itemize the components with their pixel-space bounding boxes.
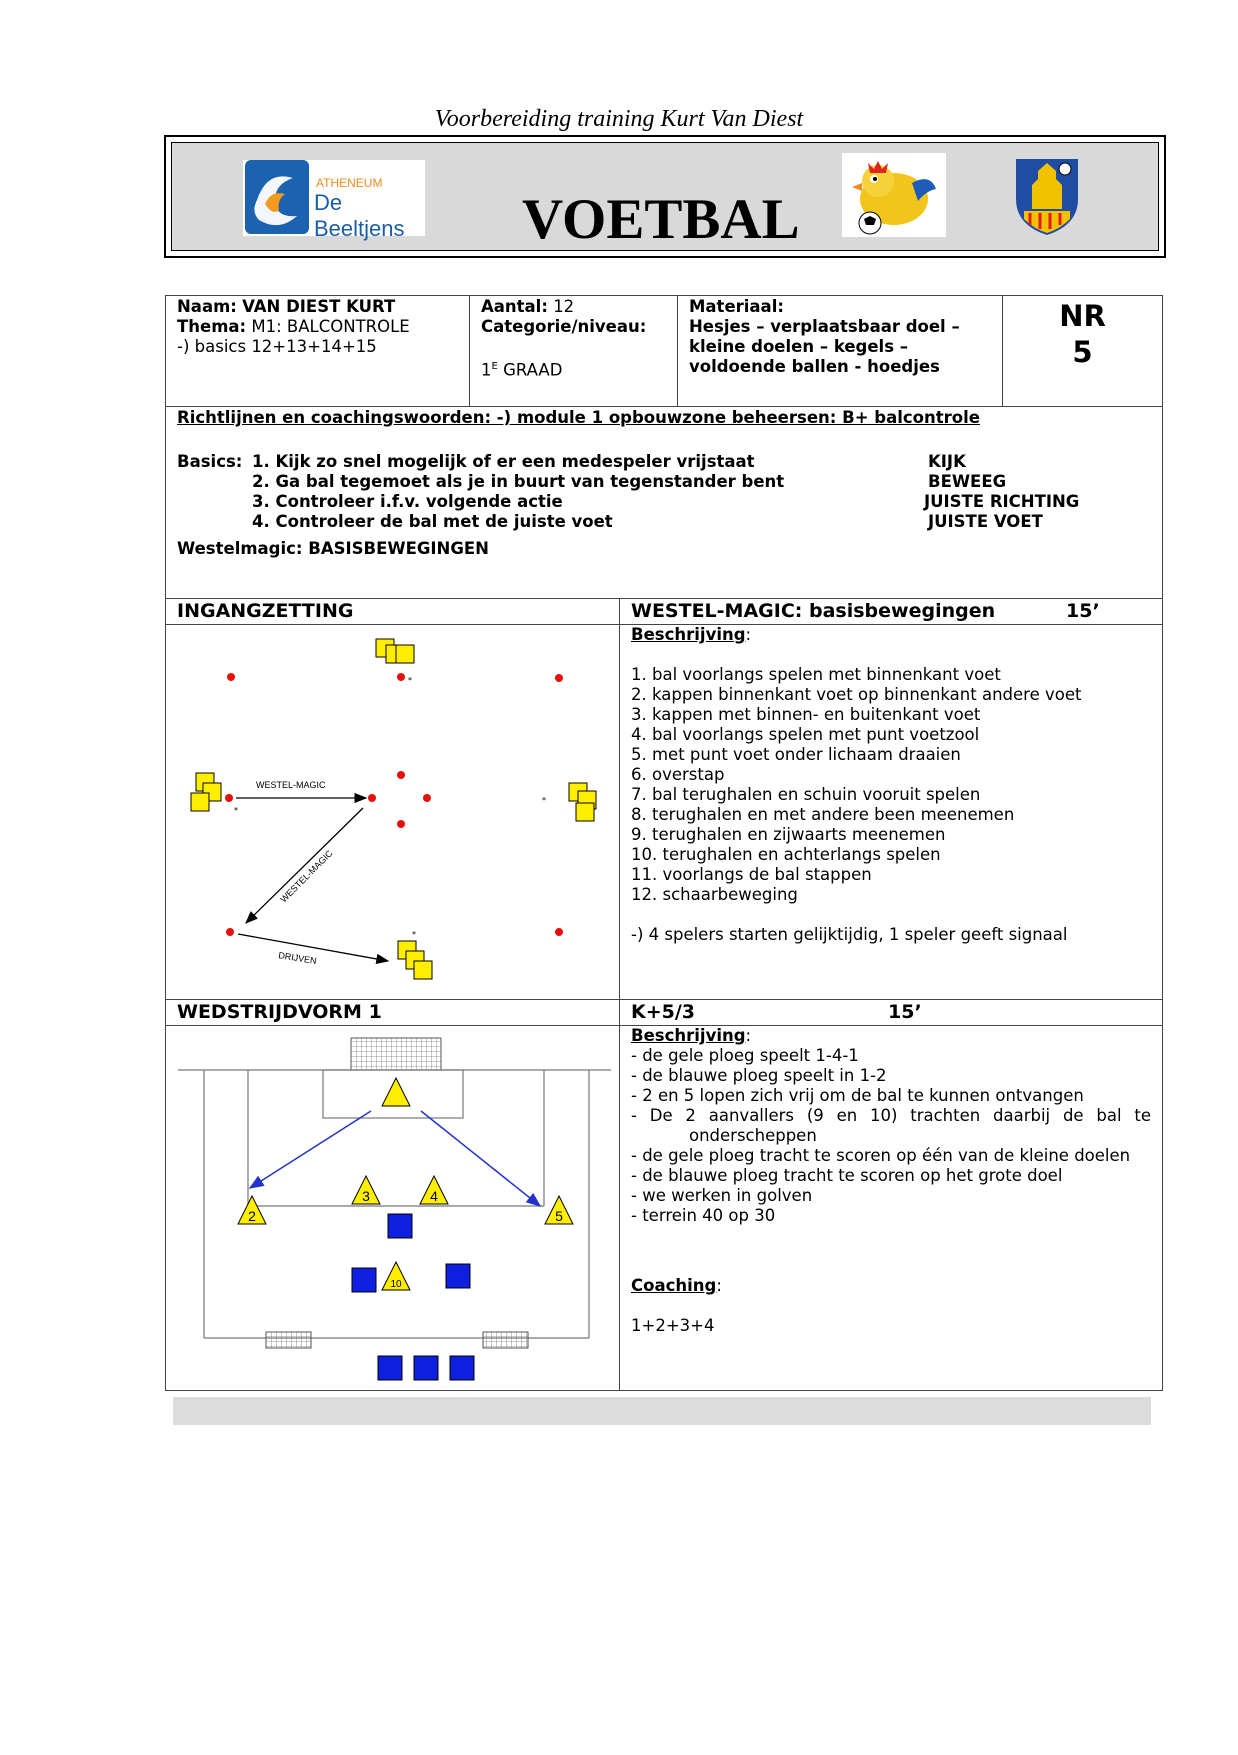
banner [164, 135, 1166, 258]
banner-title: VOETBAL [522, 188, 800, 251]
exercise-item: 12. schaarbeweging [631, 885, 798, 904]
section1-duration: 15’ [1066, 600, 1100, 622]
exercise-note: -) 4 spelers starten gelijktijdig, 1 speler geeft signaal [631, 925, 1068, 944]
section1-right-title: WESTEL-MAGIC: basisbewegingen [631, 600, 996, 622]
exercise-item: 6. overstap [631, 765, 725, 784]
basics-label: Basics: [177, 452, 243, 471]
exercise-item: 5. met punt voet onder lichaam draaien [631, 745, 961, 764]
keywords-list [924, 452, 1079, 532]
school-logo-line1: ATHENEUM [316, 176, 383, 190]
naam-value: VAN DIEST KURT [242, 297, 396, 316]
exercise-item: 3. kappen met binnen- en buitenkant voet [631, 705, 981, 724]
section2-description: Beschrijving: - de gele ploeg speelt 1-4-1 - de blauwe ploeg speelt in 1-2 - 2 en 5 lopen zich vrij om de bal te kunnen ontvangen - De 2 aanvallers (9 en 10) trachten daarbij de bal te onderscheppen - de gele ploeg tracht te scoren op één van de kleine doelen - de blauwe ploeg tracht te scoren op het grote doel - we werken in golven - terrein 40 op 30 Coaching: 1+2+3+4 [619, 1025, 1163, 1391]
nr-label: NR [1059, 299, 1106, 333]
exercise-item: 11. voorlangs de bal stappen [631, 865, 872, 884]
arrow-label-westel-magic-diagonal: WESTEL-MAGIC [278, 848, 335, 905]
rule-item: - de blauwe ploeg tracht te scoren op het grote doel [631, 1166, 1063, 1185]
rooster-mascot-icon [842, 153, 946, 237]
player-5: 5 [555, 1208, 563, 1224]
exercise-item: 9. terughalen en zijwaarts meenemen [631, 825, 946, 844]
richtlijnen-heading: Richtlijnen en coachingswoorden: -) module 1 opbouwzone beheersen: B+ balcontrole [177, 408, 980, 427]
info-naam-cell [165, 295, 470, 407]
section1-left-title: INGANGZETTING [177, 600, 354, 622]
info-materiaal-cell [677, 295, 1003, 407]
rule-item: - de blauwe ploeg speelt in 1-2 [631, 1066, 887, 1085]
section2-left-title: WEDSTRIJDVORM 1 [177, 1001, 382, 1023]
westel-magic-diagram [166, 625, 619, 999]
section2-left-header [165, 999, 620, 1026]
basic-item: 2. Ga bal tegemoet als je in buurt van tegenstander bent [252, 472, 785, 491]
naam-label: Naam: [177, 297, 237, 316]
thema-label: Thema: [177, 317, 247, 336]
school-logo [243, 160, 425, 241]
section2-right-title: K+5/3 [631, 1001, 696, 1023]
player-2: 2 [248, 1208, 256, 1224]
exercise-item: 1. bal voorlangs spelen met binnenkant voet [631, 665, 1001, 684]
svg-text:*: * [542, 796, 546, 805]
info-aantal-cell [469, 295, 678, 407]
section1-diagram [165, 624, 620, 1000]
basics-list [252, 452, 784, 532]
player-10: 10 [390, 1279, 402, 1290]
aantal-value: 12 [553, 297, 575, 316]
rule-item: - terrein 40 op 30 [631, 1206, 776, 1225]
materiaal-label: Materiaal: [689, 297, 784, 316]
arrow-label-drijven: DRIJVEN [277, 950, 318, 967]
school-logo-line2: De Beeltjens [314, 190, 405, 241]
rule-item: - we werken in golven [631, 1186, 813, 1205]
coaching-value: 1+2+3+4 [631, 1316, 715, 1335]
svg-text:*: * [408, 676, 412, 685]
footer-bar [173, 1397, 1151, 1425]
player-4: 4 [430, 1188, 438, 1204]
arrow-label-westel-magic: WESTEL-MAGIC [256, 780, 326, 790]
section2-duration: 15’ [888, 1001, 922, 1023]
rule-item: - de gele ploeg speelt 1-4-1 [631, 1046, 859, 1065]
svg-text:*: * [234, 806, 238, 815]
school-logo-icon [245, 160, 315, 236]
materiaal-line: kleine doelen – kegels – [689, 337, 909, 356]
match-form-diagram [166, 1026, 619, 1390]
richtlijnen-block [165, 406, 1163, 599]
coaching-label: Coaching [631, 1276, 717, 1295]
thema-value: M1: BALCONTROLE [251, 317, 410, 336]
materiaal-line: Hesjes – verplaatsbaar doel – [689, 317, 960, 336]
exercise-item: 4. bal voorlangs spelen met punt voetzool [631, 725, 980, 744]
page-heading: Voorbereiding training Kurt Van Diest [434, 106, 804, 132]
section1-description: Beschrijving: 1. bal voorlangs spelen met binnenkant voet 2. kappen binnenkant voet op binnenkant andere voet 3. kappen met binnen- en buitenkant voet 4. bal voorlangs spelen met punt voetzool 5. met punt voet onder lichaam draaien 6. overstap 7. bal terughalen en schuin vooruit spelen 8. terughalen en met andere been meenemen 9. terughalen en zijwaarts meenemen 10. terughalen en achterlangs spelen 11. voorlangs de bal stappen 12. schaarbeweging -) 4 spelers starten gelijktijdig, 1 speler geeft signaal [619, 624, 1163, 1000]
keyword: KIJK [928, 452, 966, 471]
rule-item: - de gele ploeg tracht te scoren op één van de kleine doelen [631, 1146, 1131, 1165]
keyword: JUISTE RICHTING [924, 492, 1080, 511]
svg-text:*: * [412, 930, 416, 939]
city-crest-icon [1012, 155, 1082, 237]
section2-diagram [165, 1025, 620, 1391]
basics-line: -) basics 12+13+14+15 [177, 337, 377, 356]
exercise-item: 2. kappen binnenkant voet op binnenkant andere voet [631, 685, 1082, 704]
beschrijving-label: Beschrijving [631, 625, 746, 644]
exercise-item: 7. bal terughalen en schuin vooruit spelen [631, 785, 981, 804]
basic-item: 1. Kijk zo snel mogelijk of er een medespeler vrijstaat [252, 452, 755, 471]
section1-right-header [619, 598, 1163, 625]
nr-value: 5 [1072, 335, 1093, 369]
exercise-item: 10. terughalen en achterlangs spelen [631, 845, 941, 864]
section1-left-header [165, 598, 620, 625]
materiaal-line: voldoende ballen - hoedjes [689, 357, 940, 376]
aantal-label: Aantal: [481, 297, 548, 316]
keyword: BEWEEG [928, 472, 1007, 491]
basic-item: 3. Controleer i.f.v. volgende actie [252, 492, 563, 511]
keyword: JUISTE VOET [928, 512, 1043, 531]
player-3: 3 [362, 1188, 370, 1204]
categorie-label: Categorie/niveau: [481, 317, 647, 336]
beschrijving-label-2: Beschrijving [631, 1026, 746, 1045]
rule-item: - 2 en 5 lopen zich vrij om de bal te kunnen ontvangen [631, 1086, 1084, 1105]
exercise-item: 8. terughalen en met andere been meenemen [631, 805, 1015, 824]
basic-item: 4. Controleer de bal met de juiste voet [252, 512, 613, 531]
section2-right-header [619, 999, 1163, 1026]
westelmagic-line: Westelmagic: BASISBEWEGINGEN [177, 539, 489, 558]
info-nr-cell [1002, 295, 1163, 407]
rule-item: - De 2 aanvallers (9 en 10) trachten daarbij de bal te onderscheppen [631, 1106, 1151, 1145]
graad-value: $1^E$ GRAAD [481, 360, 563, 380]
